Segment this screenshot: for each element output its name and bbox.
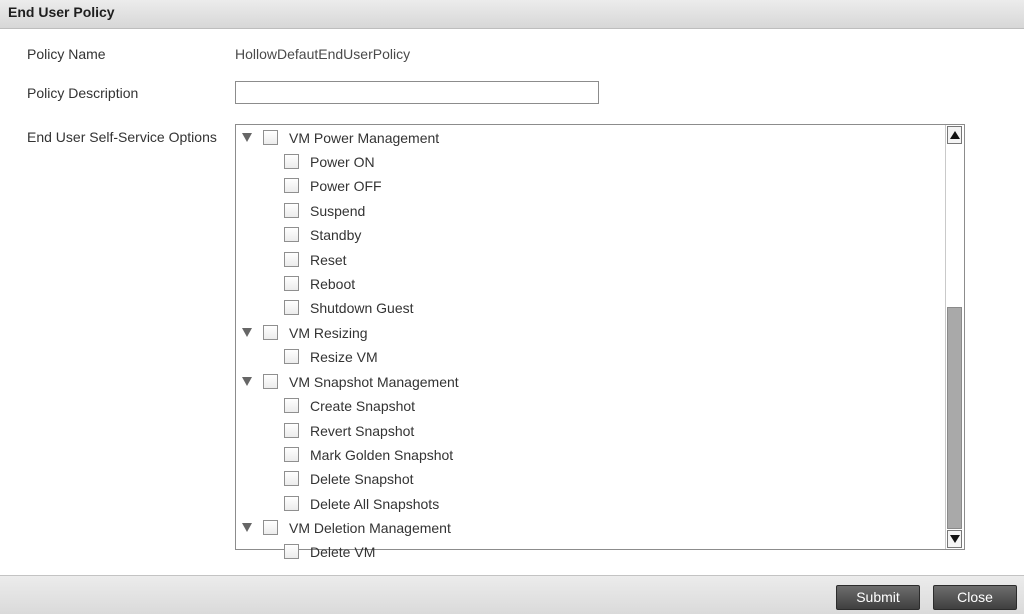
- self-service-options-tree[interactable]: [235, 124, 965, 560]
- checkbox[interactable]: [284, 252, 299, 267]
- expand-triangle-icon[interactable]: [242, 377, 252, 386]
- self-service-options-label: End User Self-Service Options: [27, 129, 217, 145]
- checkbox[interactable]: [284, 300, 299, 315]
- tree-group-label: VM Deletion Management: [289, 520, 451, 536]
- tree-item-resize-vm[interactable]: [236, 346, 946, 368]
- checkbox[interactable]: [284, 423, 299, 438]
- tree-item-label: Resize VM: [310, 349, 378, 365]
- tree-item-standby[interactable]: [236, 224, 946, 246]
- tree-item-reset[interactable]: [236, 249, 946, 271]
- scroll-down-arrow-icon[interactable]: [947, 530, 962, 548]
- tree-item-delete-snapshot[interactable]: [236, 468, 946, 490]
- checkbox[interactable]: [284, 398, 299, 413]
- dialog-title: End User Policy: [8, 4, 115, 20]
- tree-group-vm-resizing[interactable]: [236, 322, 946, 344]
- tree-item-power-off[interactable]: [236, 175, 946, 197]
- checkbox[interactable]: [263, 325, 278, 340]
- tree-group-vm-power-management[interactable]: [236, 127, 946, 149]
- tree-item-label: Create Snapshot: [310, 398, 416, 414]
- checkbox[interactable]: [263, 374, 278, 389]
- checkbox[interactable]: [284, 276, 299, 291]
- checkbox[interactable]: [284, 496, 299, 511]
- dialog-footer: [0, 575, 1024, 614]
- tree-group-vm-snapshot-management[interactable]: [236, 371, 946, 393]
- tree-item-label: Delete All Snapshots: [310, 496, 440, 512]
- tree-item-label: Power ON: [310, 154, 375, 170]
- expand-triangle-icon[interactable]: [242, 133, 252, 142]
- checkbox[interactable]: [284, 544, 299, 559]
- policy-description-label: Policy Description: [27, 85, 139, 101]
- tree-item-power-on[interactable]: [236, 151, 946, 173]
- checkbox[interactable]: [284, 349, 299, 364]
- tree-group-label: VM Snapshot Management: [289, 374, 459, 390]
- tree-item-delete-all-snapshots[interactable]: [236, 493, 946, 515]
- tree-item-revert-snapshot[interactable]: [236, 420, 946, 442]
- tree-item-suspend[interactable]: [236, 200, 946, 222]
- policy-name-label: Policy Name: [27, 46, 106, 62]
- checkbox[interactable]: [284, 227, 299, 242]
- policy-name-value: HollowDefautEndUserPolicy: [235, 46, 411, 62]
- expand-triangle-icon[interactable]: [242, 523, 252, 532]
- scroll-thumb[interactable]: [947, 307, 962, 529]
- checkbox[interactable]: [284, 447, 299, 462]
- checkbox[interactable]: [284, 154, 299, 169]
- tree-item-reboot[interactable]: [236, 273, 946, 295]
- tree-item-delete-vm[interactable]: [236, 541, 946, 563]
- scroll-track[interactable]: [947, 145, 962, 529]
- tree-item-label: Suspend: [310, 203, 366, 219]
- tree-item-label: Shutdown Guest: [310, 300, 414, 316]
- checkbox[interactable]: [284, 203, 299, 218]
- checkbox[interactable]: [263, 130, 278, 145]
- tree-group-vm-deletion-management[interactable]: [236, 517, 946, 539]
- vertical-scrollbar[interactable]: [945, 125, 964, 549]
- policy-description-input[interactable]: [235, 81, 599, 104]
- dialog-titlebar: [0, 0, 1024, 29]
- tree-item-label: Reboot: [310, 276, 356, 292]
- scroll-up-arrow-icon[interactable]: [947, 126, 962, 144]
- submit-button[interactable]: Submit: [836, 585, 920, 610]
- checkbox[interactable]: [284, 178, 299, 193]
- tree-item-label: Revert Snapshot: [310, 423, 415, 439]
- expand-triangle-icon[interactable]: [242, 328, 252, 337]
- checkbox[interactable]: [284, 471, 299, 486]
- tree-item-label: Standby: [310, 227, 362, 243]
- tree-item-shutdown-guest[interactable]: [236, 297, 946, 319]
- tree-item-label: Delete Snapshot: [310, 471, 414, 487]
- checkbox[interactable]: [263, 520, 278, 535]
- close-button[interactable]: Close: [933, 585, 1017, 610]
- tree-item-label: Delete VM: [310, 544, 376, 560]
- tree-item-label: Power OFF: [310, 178, 382, 194]
- tree-item-create-snapshot[interactable]: [236, 395, 946, 417]
- tree-item-mark-golden-snapshot[interactable]: [236, 444, 946, 466]
- tree-item-label: Mark Golden Snapshot: [310, 447, 454, 463]
- tree-group-label: VM Resizing: [289, 325, 368, 341]
- tree-item-label: Reset: [310, 252, 347, 268]
- tree-group-label: VM Power Management: [289, 130, 440, 146]
